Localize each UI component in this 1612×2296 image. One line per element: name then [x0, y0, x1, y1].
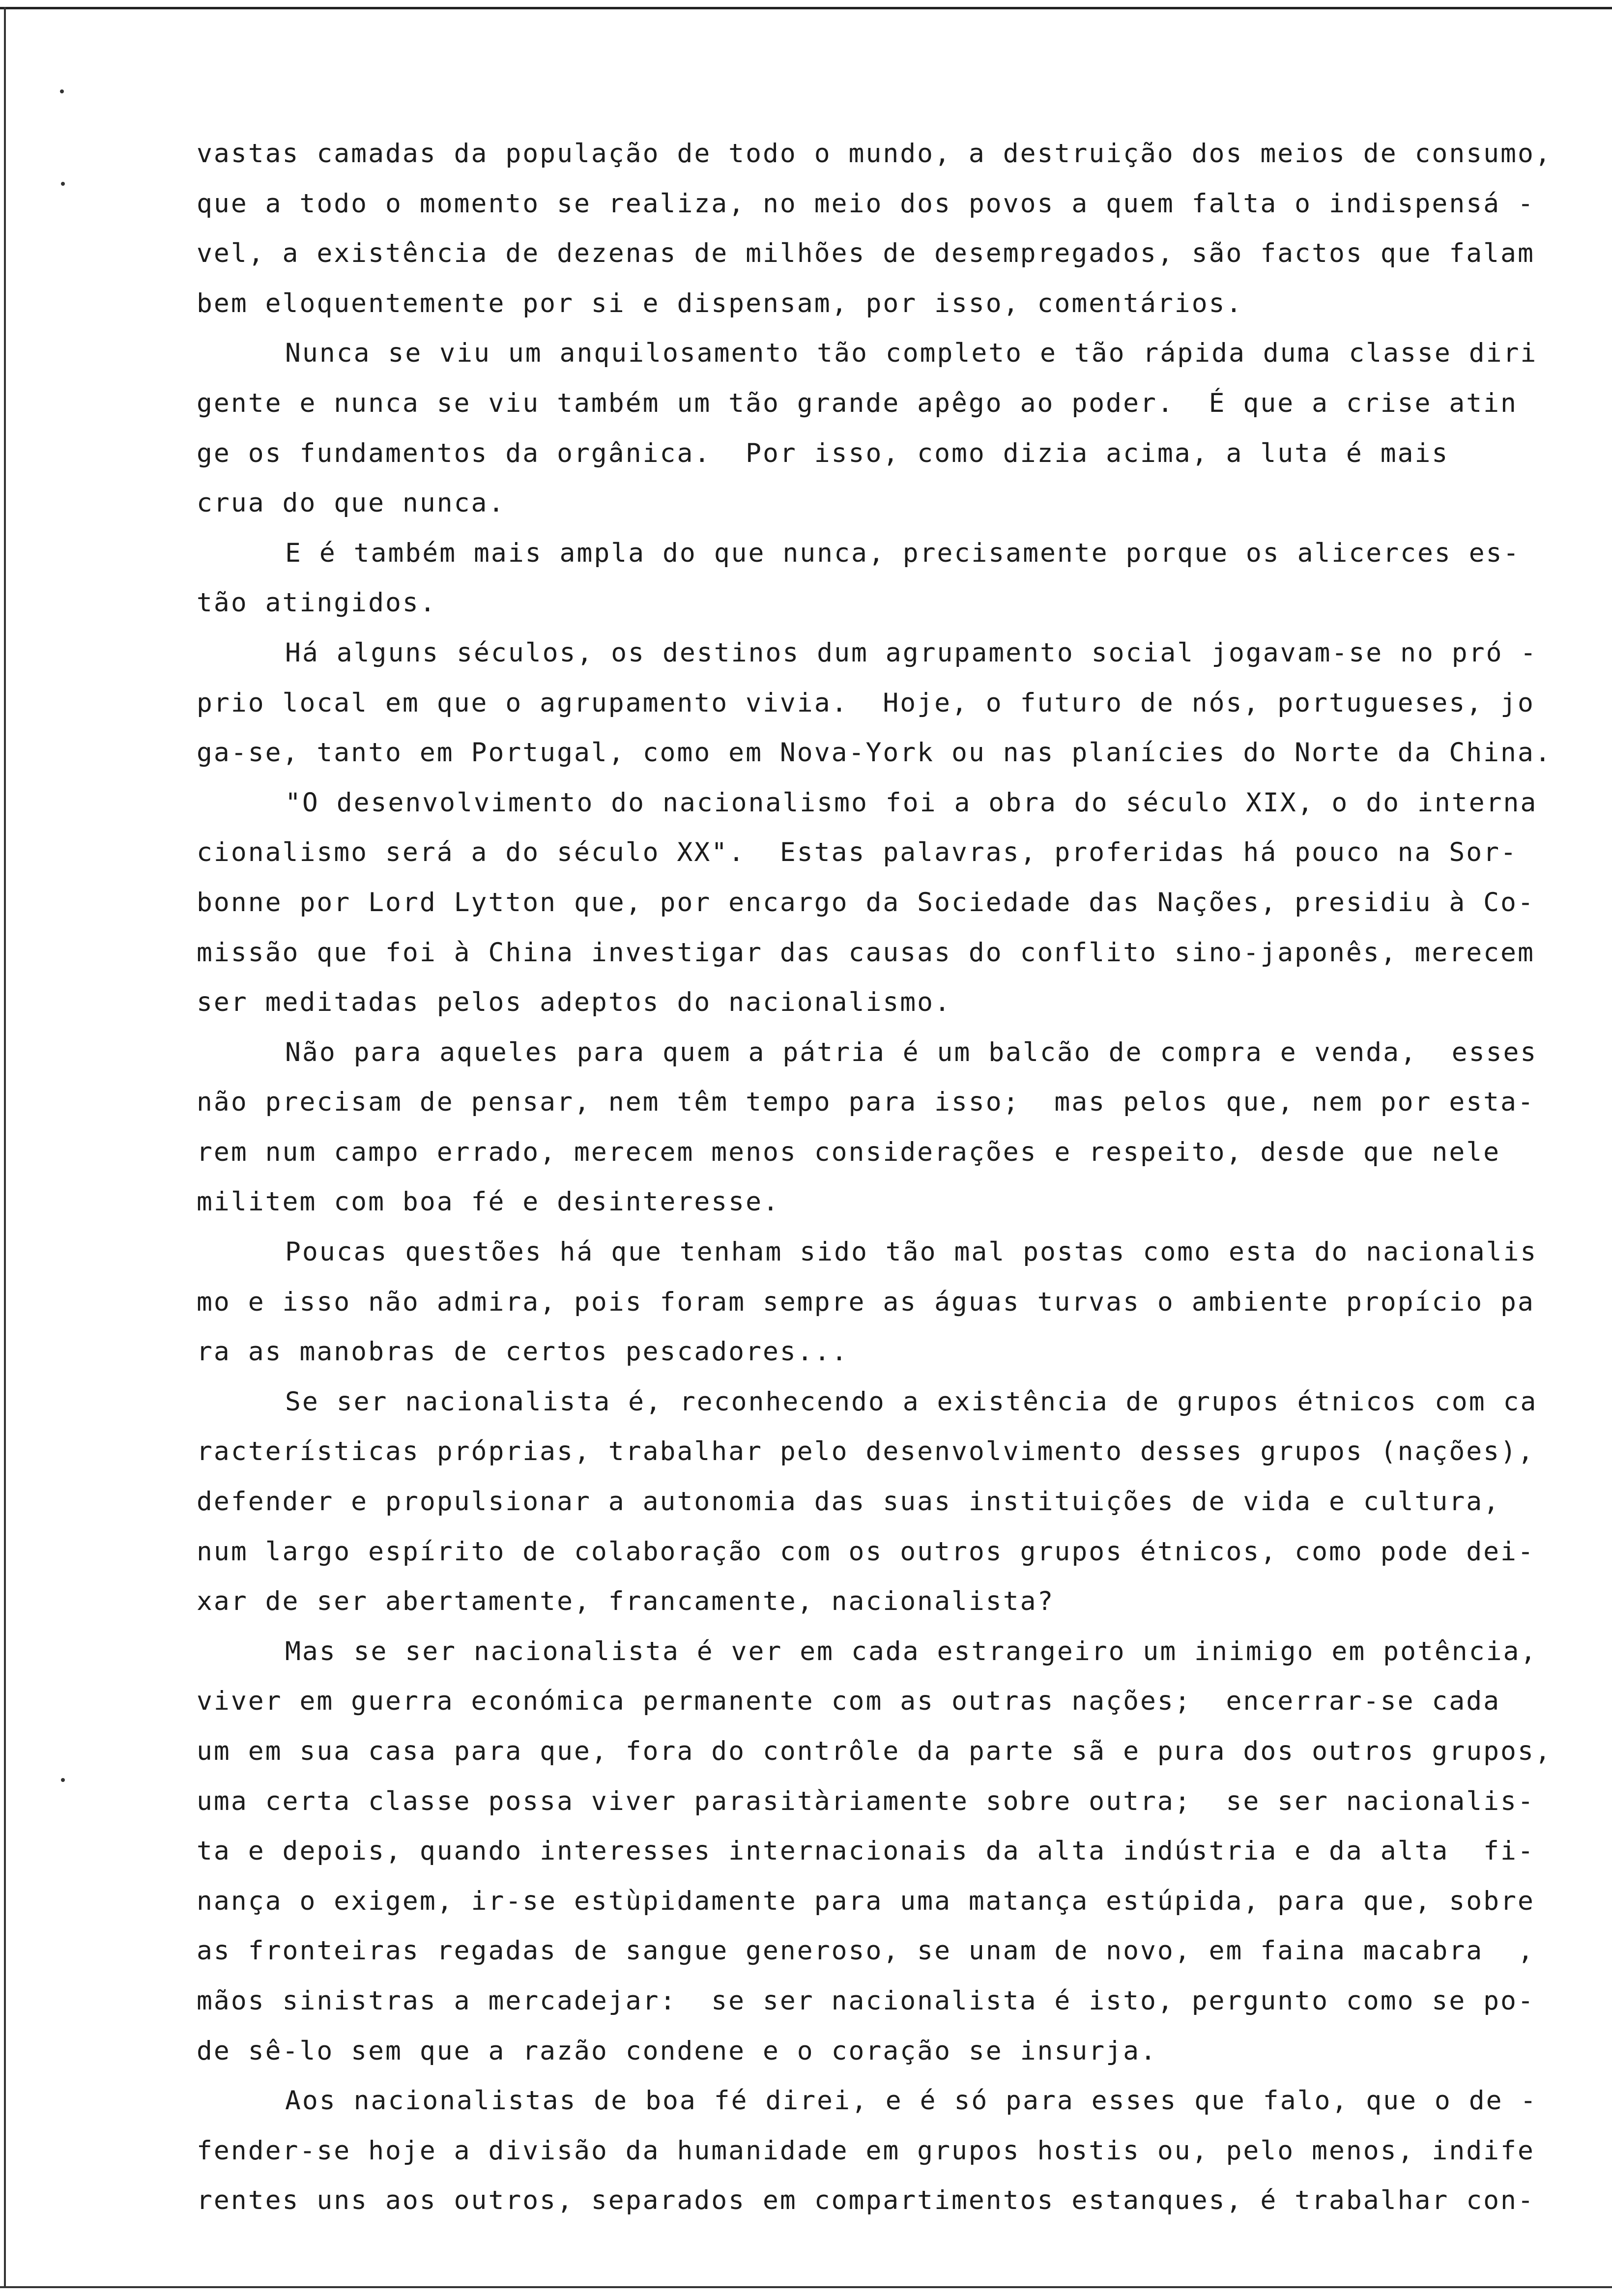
text-line: vel, a existência de dezenas de milhões de desempregados, são factos que falam: [197, 238, 1535, 269]
text-line: militem com boa fé e desinteresse.: [197, 1187, 780, 1217]
text-line: fender-se hoje a divisão da humanidade em grupos hostis ou, pelo menos, indife: [197, 2135, 1535, 2166]
text-line: Não para aqueles para quem a pátria é um balcão de compra e venda, esses: [285, 1037, 1538, 1067]
text-line: vastas camadas da população de todo o mundo, a destruição dos meios de consumo,: [197, 139, 1552, 169]
text-line: rentes uns aos outros, separados em compartimentos estanques, é trabalhar con-: [197, 2185, 1535, 2216]
text-line: Se ser nacionalista é, reconhecendo a existência de grupos étnicos com ca: [285, 1386, 1538, 1417]
text-line: as fronteiras regadas de sangue generoso, se unam de novo, em faina macabra ,: [197, 1936, 1535, 1966]
text-line: nança o exigem, ir-se estùpidamente para uma matança estúpida, para que, sobre: [197, 1886, 1535, 1916]
text-line: bonne por Lord Lytton que, por encargo da Sociedade das Nações, presidiu à Co-: [197, 887, 1535, 918]
bottom-page-edge: [0, 2286, 1612, 2288]
text-line: ga-se, tanto em Portugal, como em Nova-York ou nas planícies do Norte da China.: [197, 738, 1552, 768]
text-line: ra as manobras de certos pescadores...: [197, 1337, 849, 1367]
text-line: ge os fundamentos da orgânica. Por isso, como dizia acima, a luta é mais: [197, 438, 1449, 468]
top-page-edge: [0, 7, 1612, 9]
text-line: mo e isso não admira, pois foram sempre as águas turvas o ambiente propício pa: [197, 1287, 1535, 1317]
text-line: E é também mais ampla do que nunca, precisamente porque os alicerces es-: [285, 538, 1521, 568]
text-line: ta e depois, quando interesses internacionais da alta indústria e da alta fi-: [197, 1836, 1535, 1866]
text-line: rem num campo errado, merecem menos considerações e respeito, desde que nele: [197, 1137, 1501, 1167]
text-line: num largo espírito de colaboração com os outros grupos étnicos, como pode dei-: [197, 1536, 1535, 1567]
text-line: gente e nunca se viu também um tão grande apêgo ao poder. É que a crise atin: [197, 388, 1518, 418]
text-line: não precisam de pensar, nem têm tempo para isso; mas pelos que, nem por esta-: [197, 1087, 1535, 1118]
text-line: um em sua casa para que, fora do contrôle da parte sã e pura dos outros grupos,: [197, 1736, 1552, 1766]
text-line: missão que foi à China investigar das causas do conflito sino-japonês, merecem: [197, 937, 1535, 968]
text-line: Poucas questões há que tenham sido tão mal postas como esta do nacionalis: [285, 1237, 1538, 1267]
text-line: cionalismo será a do século XX". Estas palavras, proferidas há pouco na Sor-: [197, 837, 1518, 868]
text-line: "O desenvolvimento do nacionalismo foi a obra do século XIX, o do interna: [285, 787, 1538, 818]
text-line: Mas se ser nacionalista é ver em cada estrangeiro um inimigo em potência,: [285, 1636, 1538, 1666]
text-line: racterísticas próprias, trabalhar pelo desenvolvimento desses grupos (nações),: [197, 1436, 1535, 1467]
text-line: que a todo o momento se realiza, no meio dos povos a quem falta o indispensá -: [197, 188, 1535, 219]
text-line: Aos nacionalistas de boa fé direi, e é só para esses que falo, que o de -: [285, 2086, 1538, 2116]
left-page-edge: [4, 7, 6, 2288]
text-line: uma certa classe possa viver parasitàriamente sobre outra; se ser nacionalis-: [197, 1786, 1535, 1816]
scan-speck: [61, 182, 65, 186]
text-line: prio local em que o agrupamento vivia. Hoje, o futuro de nós, portugueses, jo: [197, 688, 1535, 718]
text-line: Há alguns séculos, os destinos dum agrupamento social jogavam-se no pró -: [285, 637, 1538, 668]
text-line: tão atingidos.: [197, 588, 437, 618]
text-line: de sê-lo sem que a razão condene e o coração se insurja.: [197, 2036, 1157, 2066]
text-line: bem eloquentemente por si e dispensam, por isso, comentários.: [197, 288, 1243, 318]
scan-speck: [60, 89, 64, 93]
scan-speck: [61, 1778, 65, 1782]
typewritten-text-body: [197, 129, 1602, 2226]
text-line: defender e propulsionar a autonomia das suas instituições de vida e cultura,: [197, 1487, 1501, 1517]
text-line: Nunca se viu um anquilosamento tão completo e tão rápida duma classe diri: [285, 338, 1538, 369]
text-line: ser meditadas pelos adeptos do nacionalismo.: [197, 987, 951, 1018]
text-line: mãos sinistras a mercadejar: se ser nacionalista é isto, pergunto como se po-: [197, 1985, 1535, 2016]
text-line: xar de ser abertamente, francamente, nacionalista?: [197, 1586, 1055, 1617]
text-line: viver em guerra económica permanente com as outras nações; encerrar-se cada: [197, 1686, 1501, 1717]
text-line: crua do que nunca.: [197, 488, 506, 518]
